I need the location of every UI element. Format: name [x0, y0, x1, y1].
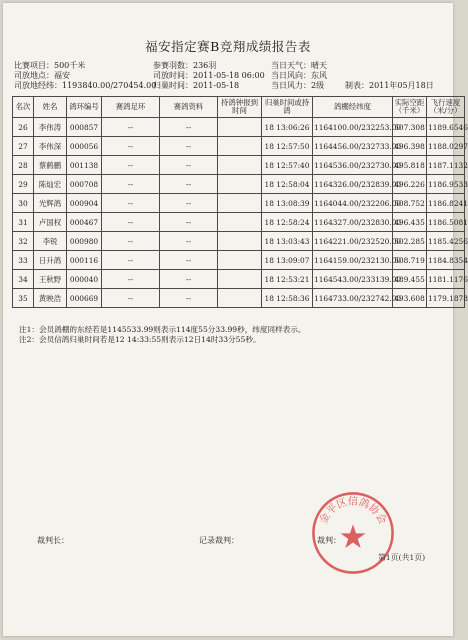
- cell-ring: 000904: [67, 194, 102, 213]
- cell-name: 陈灿宏: [34, 175, 67, 194]
- cell-clock: [218, 251, 262, 270]
- cell-foot: --: [102, 232, 160, 251]
- cell-name: 李伟深: [34, 137, 67, 156]
- cell-speed: 1181.1176: [427, 270, 465, 289]
- meta-race-name: 比赛项目：500千米: [14, 61, 86, 70]
- cell-coords: 1164536.00/232730.00: [313, 156, 393, 175]
- cell-info: --: [160, 289, 218, 308]
- cell-speed: 1187.1132: [427, 156, 465, 175]
- cell-rank: 34: [13, 270, 34, 289]
- cell-ring: 000708: [67, 175, 102, 194]
- meta-return-time: 归巢时间：2011-05-18: [153, 81, 240, 90]
- cell-ring: 000669: [67, 289, 102, 308]
- cell-name: 日升鸽: [34, 251, 67, 270]
- col-distance: 实际空距（千米）: [393, 97, 427, 118]
- cell-info: --: [160, 270, 218, 289]
- report-page: [3, 3, 468, 636]
- cell-foot: --: [102, 289, 160, 308]
- col-loft-coords: 鸽棚经纬度: [313, 97, 393, 118]
- cell-name: 李锐: [34, 232, 67, 251]
- cell-rank: 30: [13, 194, 34, 213]
- meta-wind-dir: 当日风向：东风: [271, 71, 327, 80]
- cell-info: --: [160, 213, 218, 232]
- table-row: [13, 194, 465, 213]
- cell-clock: [218, 175, 262, 194]
- meta-col-1: [14, 61, 156, 91]
- cell-name: 黄映浩: [34, 289, 67, 308]
- notes: [19, 325, 305, 345]
- cell-foot: --: [102, 270, 160, 289]
- cell-foot: --: [102, 213, 160, 232]
- col-info: 赛鸽资料: [160, 97, 218, 118]
- cell-clock: [218, 156, 262, 175]
- table-row: [13, 270, 465, 289]
- cell-coords: 1164326.00/232839.00: [313, 175, 393, 194]
- cell-foot: --: [102, 156, 160, 175]
- cell-foot: --: [102, 118, 160, 137]
- cell-coords: 1164733.00/232742.00: [313, 289, 393, 308]
- referee-label: 裁判：: [317, 536, 341, 545]
- meta-made: 制表：2011年05月18日: [345, 81, 434, 90]
- table-row: [13, 118, 465, 137]
- cell-coords: 1164456.00/232733.00: [313, 137, 393, 156]
- cell-ring: 000056: [67, 137, 102, 156]
- col-name: 姓名: [34, 97, 67, 118]
- cell-name: 光辉鸽: [34, 194, 67, 213]
- cell-name: 李伟涛: [34, 118, 67, 137]
- cell-speed: 1188.0297: [427, 137, 465, 156]
- cell-rank: 31: [13, 213, 34, 232]
- cell-arrival: 18 13:06:26: [262, 118, 313, 137]
- cell-arrival: 18 13:03:43: [262, 232, 313, 251]
- cell-distance: 496.226: [393, 175, 427, 194]
- cell-info: --: [160, 251, 218, 270]
- cell-arrival: 18 12:58:24: [262, 213, 313, 232]
- table-row: [13, 137, 465, 156]
- cell-info: --: [160, 194, 218, 213]
- cell-foot: --: [102, 194, 160, 213]
- association-seal: [310, 490, 396, 576]
- cell-arrival: 18 12:53:21: [262, 270, 313, 289]
- cell-name: 蔡鹤鹏: [34, 156, 67, 175]
- cell-distance: 489.455: [393, 270, 427, 289]
- col-ring-foot: 赛鸽足环: [102, 97, 160, 118]
- cell-arrival: 18 13:09:07: [262, 251, 313, 270]
- cell-name: 卢国权: [34, 213, 67, 232]
- table-header-row: [13, 97, 465, 118]
- cell-info: --: [160, 137, 218, 156]
- cell-clock: [218, 289, 262, 308]
- cell-info: --: [160, 175, 218, 194]
- meta-release-time: 司放时间：2011-05-18 06:00: [153, 71, 265, 80]
- col-ring: 鸽环编号: [67, 97, 102, 118]
- meta-wind-force: 当日风力：2级: [271, 81, 325, 90]
- table-row: [13, 213, 465, 232]
- cell-ring: 000116: [67, 251, 102, 270]
- cell-ring: 000980: [67, 232, 102, 251]
- cell-coords: 1164100.00/232253.00: [313, 118, 393, 137]
- cell-rank: 27: [13, 137, 34, 156]
- cell-clock: [218, 194, 262, 213]
- meta-col-3: [271, 61, 327, 91]
- table-row: [13, 289, 465, 308]
- cell-arrival: 18 12:57:40: [262, 156, 313, 175]
- meta-release-place: 司放地点：福安: [14, 71, 70, 80]
- cell-distance: 493.608: [393, 289, 427, 308]
- meta-col-2: [153, 61, 265, 91]
- cell-distance: 502.285: [393, 232, 427, 251]
- results-table: [12, 96, 468, 308]
- cell-ring: 001138: [67, 156, 102, 175]
- cell-info: --: [160, 118, 218, 137]
- table-row: [13, 175, 465, 194]
- cell-clock: [218, 270, 262, 289]
- meta-entries: 参赛羽数：236羽: [153, 61, 217, 70]
- cell-clock: [218, 137, 262, 156]
- record-referee-label: 记录裁判：: [199, 536, 239, 545]
- cell-rank: 28: [13, 156, 34, 175]
- table-row: [13, 251, 465, 270]
- table-row: [13, 232, 465, 251]
- cell-coords: 1164159.00/232130.00: [313, 251, 393, 270]
- seal-star-icon: [341, 524, 366, 548]
- cell-coords: 1164221.00/232520.00: [313, 232, 393, 251]
- col-rank: 名次: [13, 97, 34, 118]
- cell-info: --: [160, 156, 218, 175]
- col-speed: 飞行速度（米/分）: [427, 97, 465, 118]
- cell-name: 王秋野: [34, 270, 67, 289]
- cell-clock: [218, 213, 262, 232]
- cell-speed: 1179.1878: [427, 289, 465, 308]
- cell-coords: 1164543.00/233139.00: [313, 270, 393, 289]
- cell-speed: 1186.5081: [427, 213, 465, 232]
- cell-distance: 507.308: [393, 118, 427, 137]
- page-number: 第1页(共1页): [378, 553, 426, 562]
- cell-foot: --: [102, 251, 160, 270]
- cell-rank: 33: [13, 251, 34, 270]
- cell-ring: 000467: [67, 213, 102, 232]
- cell-arrival: 18 13:08:39: [262, 194, 313, 213]
- cell-info: --: [160, 232, 218, 251]
- referee-chief-label: 裁判长：: [37, 536, 69, 545]
- cell-coords: 1164044.00/232206.00: [313, 194, 393, 213]
- cell-rank: 32: [13, 232, 34, 251]
- col-clock: 持鸽钟报到时间: [218, 97, 262, 118]
- cell-arrival: 18 12:57:50: [262, 137, 313, 156]
- meta-release-coords: 司放地经纬：1193840.00/270454.00: [14, 81, 157, 90]
- col-arrival: 归巢时间或持鸽: [262, 97, 313, 118]
- cell-speed: 1184.8354: [427, 251, 465, 270]
- cell-speed: 1185.4256: [427, 232, 465, 251]
- report-title: 福安指定赛B竞翔成绩报告表: [145, 39, 311, 54]
- cell-distance: 508.719: [393, 251, 427, 270]
- cell-speed: 1189.6546: [427, 118, 465, 137]
- cell-distance: 496.398: [393, 137, 427, 156]
- cell-rank: 29: [13, 175, 34, 194]
- cell-foot: --: [102, 137, 160, 156]
- cell-ring: 000857: [67, 118, 102, 137]
- cell-arrival: 18 12:58:36: [262, 289, 313, 308]
- cell-clock: [218, 232, 262, 251]
- cell-ring: 000040: [67, 270, 102, 289]
- cell-distance: 508.752: [393, 194, 427, 213]
- cell-foot: --: [102, 175, 160, 194]
- cell-speed: 1186.8241: [427, 194, 465, 213]
- cell-rank: 35: [13, 289, 34, 308]
- cell-distance: 495.818: [393, 156, 427, 175]
- meta-weather: 当日天气：晴天: [271, 61, 327, 70]
- cell-rank: 26: [13, 118, 34, 137]
- note-2: 注2：会员信鸽归巢时间若是12 14:33:55则表示12日14时33分55秒。: [19, 335, 261, 344]
- cell-arrival: 18 12:58:04: [262, 175, 313, 194]
- note-1: 注1：会员鸽棚的东经若是1145533.99则表示114度55分33.99秒，纬度同样表示。: [19, 325, 306, 334]
- seal-text: 金平区信鸽协会: [317, 495, 389, 526]
- cell-coords: 1164327.00/232830.00: [313, 213, 393, 232]
- cell-distance: 496.435: [393, 213, 427, 232]
- table-row: [13, 156, 465, 175]
- cell-clock: [218, 118, 262, 137]
- cell-speed: 1186.9533: [427, 175, 465, 194]
